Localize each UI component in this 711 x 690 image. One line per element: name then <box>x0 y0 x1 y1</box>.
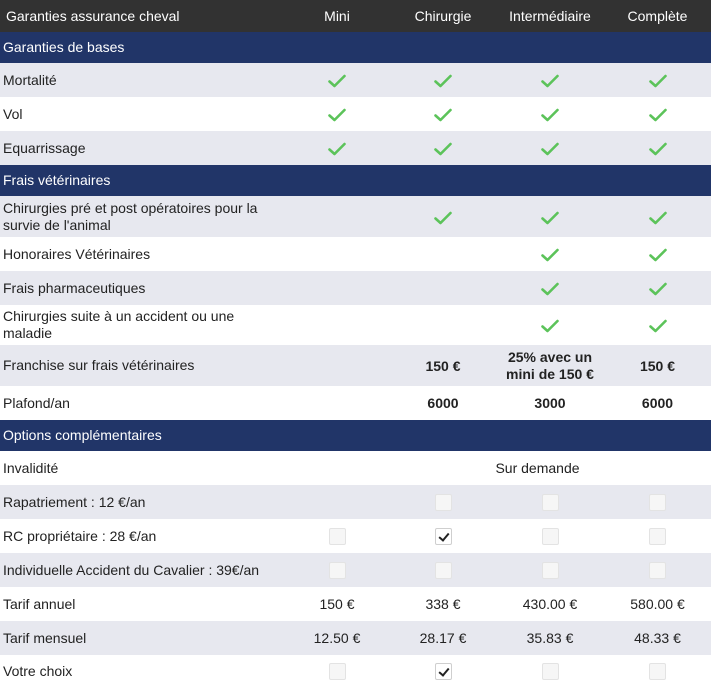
checkmark-icon <box>649 108 667 122</box>
table-row <box>0 345 711 386</box>
option-checkbox-individuelle-complete[interactable] <box>649 562 666 579</box>
section-bases <box>0 32 711 63</box>
row-label: Chirurgies suite à un accident ou une maladie <box>0 305 284 345</box>
row-label: Mortalité <box>0 63 284 97</box>
choice-checkbox-mini[interactable] <box>329 663 346 680</box>
row-label: Votre choix <box>0 655 284 688</box>
plafond-value: 3000 <box>496 386 604 420</box>
option-checkbox-individuelle-chirurgie[interactable] <box>435 562 452 579</box>
col-chirurgie: Chirurgie <box>390 0 496 32</box>
table-row <box>0 196 711 237</box>
checkmark-icon <box>541 211 559 225</box>
tarif-mensuel-value: 35.83 € <box>496 621 604 655</box>
table-row <box>0 621 711 655</box>
choice-checkbox-intermediaire[interactable] <box>542 663 559 680</box>
section-title: Options complémentaires <box>0 420 711 451</box>
invalidite-value: Sur demande <box>284 451 711 485</box>
header-row <box>0 0 711 32</box>
tarif-annuel-value: 580.00 € <box>604 587 711 621</box>
option-checkbox-rc-intermediaire[interactable] <box>542 528 559 545</box>
checkmark-icon <box>541 108 559 122</box>
row-label: Tarif annuel <box>0 587 284 621</box>
col-mini: Mini <box>284 0 390 32</box>
table-row <box>0 485 711 519</box>
section-title: Frais vétérinaires <box>0 165 711 196</box>
option-checkbox-rapatriement-chirurgie[interactable] <box>435 494 452 511</box>
choice-checkbox-chirurgie[interactable] <box>435 663 452 680</box>
table-row <box>0 237 711 271</box>
row-label: Invalidité <box>0 451 284 485</box>
franchise-value: 150 € <box>604 345 711 386</box>
choice-checkbox-complete[interactable] <box>649 663 666 680</box>
tarif-mensuel-value: 12.50 € <box>284 621 390 655</box>
table-row <box>0 305 711 345</box>
table-row <box>0 655 711 688</box>
row-label: Individuelle Accident du Cavalier : 39€/an <box>0 553 284 587</box>
table-title: Garanties assurance cheval <box>0 0 284 32</box>
row-label: Franchise sur frais vétérinaires <box>0 345 284 386</box>
checkmark-icon <box>541 142 559 156</box>
checkmark-icon <box>649 248 667 262</box>
tarif-mensuel-value: 28.17 € <box>390 621 496 655</box>
checkmark-icon <box>649 282 667 296</box>
row-label: Plafond/an <box>0 386 284 420</box>
tarif-annuel-value: 338 € <box>390 587 496 621</box>
checkmark-icon <box>328 108 346 122</box>
option-checkbox-rapatriement-complete[interactable] <box>649 494 666 511</box>
option-checkbox-rc-mini[interactable] <box>329 528 346 545</box>
plafond-value: 6000 <box>604 386 711 420</box>
col-intermediaire: Intermédiaire <box>496 0 604 32</box>
row-label: Rapatriement : 12 €/an <box>0 485 284 519</box>
checkmark-icon <box>541 282 559 296</box>
table-row <box>0 271 711 305</box>
row-label: Tarif mensuel <box>0 621 284 655</box>
row-label: Chirurgies pré et post opératoires pour la survie de l'animal <box>0 196 284 237</box>
option-checkbox-rapatriement-intermediaire[interactable] <box>542 494 559 511</box>
franchise-value: 150 € <box>390 345 496 386</box>
table-row <box>0 451 711 485</box>
checkmark-icon <box>434 211 452 225</box>
checkmark-icon <box>434 74 452 88</box>
option-checkbox-rc-chirurgie[interactable] <box>435 528 452 545</box>
checkmark-icon <box>649 319 667 333</box>
option-checkbox-rc-complete[interactable] <box>649 528 666 545</box>
row-label: Honoraires Vétérinaires <box>0 237 284 271</box>
section-veto <box>0 165 711 196</box>
section-options <box>0 420 711 451</box>
franchise-value: 25% avec un mini de 150 € <box>496 345 604 386</box>
table-row <box>0 553 711 587</box>
table-row <box>0 131 711 165</box>
tarif-annuel-value: 150 € <box>284 587 390 621</box>
row-label: Frais pharmaceutiques <box>0 271 284 305</box>
checkmark-icon <box>649 74 667 88</box>
checkmark-icon <box>434 108 452 122</box>
checkmark-icon <box>649 211 667 225</box>
checkmark-icon <box>328 142 346 156</box>
table-row <box>0 97 711 131</box>
section-title: Garanties de bases <box>0 32 711 63</box>
tarif-mensuel-value: 48.33 € <box>604 621 711 655</box>
checkmark-icon <box>541 248 559 262</box>
row-label: Vol <box>0 97 284 131</box>
col-complete: Complète <box>604 0 711 32</box>
row-label: Equarrissage <box>0 131 284 165</box>
table-row <box>0 587 711 621</box>
row-label: RC propriétaire : 28 €/an <box>0 519 284 553</box>
plafond-value: 6000 <box>390 386 496 420</box>
checkmark-icon <box>328 74 346 88</box>
table-row <box>0 386 711 420</box>
checkmark-icon <box>541 74 559 88</box>
checkmark-icon <box>434 142 452 156</box>
option-checkbox-individuelle-intermediaire[interactable] <box>542 562 559 579</box>
checkmark-icon <box>649 142 667 156</box>
table-row <box>0 519 711 553</box>
tarif-annuel-value: 430.00 € <box>496 587 604 621</box>
checkmark-icon <box>541 319 559 333</box>
table-row <box>0 63 711 97</box>
option-checkbox-individuelle-mini[interactable] <box>329 562 346 579</box>
